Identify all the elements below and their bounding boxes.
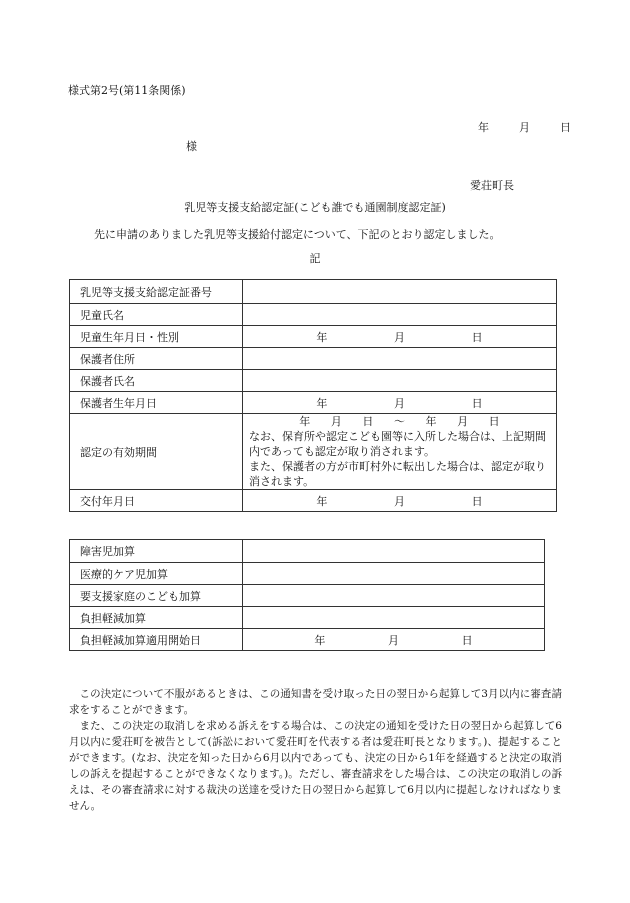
row-value xyxy=(243,540,545,563)
row-value xyxy=(243,370,557,392)
row-label: 要支援家庭のこども加算 xyxy=(70,585,243,607)
certificate-table xyxy=(69,279,557,512)
intro-text: 先に申請のありました乳児等支援給付認定について、下記のとおり認定しました。 xyxy=(94,228,501,241)
row-label: 交付年月日 xyxy=(70,490,243,512)
validity-range xyxy=(249,414,550,429)
table-row xyxy=(70,490,557,512)
date-year: 年 xyxy=(316,494,328,508)
range-separator: 〜 xyxy=(393,415,405,428)
table-row xyxy=(70,540,545,563)
ki-marker: 記 xyxy=(309,252,321,265)
form-number: 様式第2号(第11条関係) xyxy=(68,84,186,97)
range-start-year: 年 xyxy=(299,415,311,428)
table-row xyxy=(70,414,557,490)
date-day: 日 xyxy=(471,494,483,508)
document-date xyxy=(478,119,571,135)
table-row xyxy=(70,304,557,326)
row-label: 保護者住所 xyxy=(70,348,243,370)
validity-note-2: また、保護者の方が市町村外に転出した場合は、認定が取り消されます。 xyxy=(249,460,546,488)
table-row xyxy=(70,629,545,651)
row-label: 負担軽減加算 xyxy=(70,607,243,629)
range-end-year: 年 xyxy=(425,415,437,428)
date-year: 年 xyxy=(316,330,328,344)
row-value xyxy=(243,348,557,370)
range-start-month: 月 xyxy=(330,415,342,428)
date-month: 月 xyxy=(393,396,405,410)
date-fields xyxy=(243,493,556,509)
table-row xyxy=(70,370,557,392)
row-value xyxy=(243,607,545,629)
row-value xyxy=(243,585,545,607)
document-title: 乳児等支援支給認定証(こども誰でも通園制度認定証) xyxy=(184,201,446,214)
date-fields xyxy=(243,632,544,648)
row-value xyxy=(243,490,557,512)
date-month: 月 xyxy=(387,633,399,647)
date-year: 年 xyxy=(314,633,326,647)
date-month: 月 xyxy=(393,330,405,344)
notice-paragraph-1: この決定について不服があるときは、この通知書を受け取った日の翌日から起算して3月以内に審査請求をすることができます。 xyxy=(69,688,562,716)
table-row xyxy=(70,348,557,370)
row-label: 医療的ケア児加算 xyxy=(70,563,243,585)
table-row xyxy=(70,607,545,629)
table-row xyxy=(70,326,557,348)
row-label: 認定の有効期間 xyxy=(70,414,243,490)
row-value xyxy=(243,280,557,304)
notice-paragraph-2: また、この決定の取消しを求める訴えをする場合は、この決定の通知を受けた日の翌日から起算して6月以内に愛荘町を被告として(訴訟において愛荘町を代表する者は愛荘町長となります。)、提起することができます。(なお、決定を知った日から6月以内であっても、決定の日から1年を経過すると決定の取消しの訴えを提起することができなくなります。)。ただし、審査請求をした場合は、この決定の取消しの訴えは、その審査請求に対する裁決の送達を受けた日の翌日から起算して6月以内に提起しなければなりません。 xyxy=(69,720,562,812)
date-day: 日 xyxy=(461,633,473,647)
row-value xyxy=(243,629,545,651)
row-label: 保護者生年月日 xyxy=(70,392,243,414)
date-day: 日 xyxy=(471,396,483,410)
date-fields xyxy=(243,329,556,345)
date-month: 月 xyxy=(393,494,405,508)
row-label: 保護者氏名 xyxy=(70,370,243,392)
row-value xyxy=(243,304,557,326)
row-value xyxy=(243,392,557,414)
validity-note-1: なお、保育所や認定こども園等に入所した場合は、上記期間内であっても認定が取り消されます。 xyxy=(249,430,546,458)
date-day: 日 xyxy=(560,121,571,134)
issuer-name: 愛荘町長 xyxy=(470,179,514,192)
table-row xyxy=(70,392,557,414)
date-month: 月 xyxy=(519,121,530,134)
row-value xyxy=(243,326,557,348)
row-label: 乳児等支援支給認定証番号 xyxy=(70,280,243,304)
row-value xyxy=(243,563,545,585)
table-row xyxy=(70,280,557,304)
range-start-day: 日 xyxy=(362,415,374,428)
row-label: 障害児加算 xyxy=(70,540,243,563)
date-fields xyxy=(243,395,556,411)
additions-table xyxy=(69,539,545,651)
date-day: 日 xyxy=(471,330,483,344)
appeal-notice xyxy=(69,686,562,814)
date-year: 年 xyxy=(478,121,489,134)
row-label: 負担軽減加算適用開始日 xyxy=(70,629,243,651)
validity-value xyxy=(243,414,557,490)
row-label: 児童生年月日・性別 xyxy=(70,326,243,348)
recipient-suffix: 様 xyxy=(186,140,197,153)
date-year: 年 xyxy=(316,396,328,410)
row-label: 児童氏名 xyxy=(70,304,243,326)
table-row xyxy=(70,563,545,585)
range-end-month: 月 xyxy=(457,415,469,428)
range-end-day: 日 xyxy=(488,415,500,428)
table-row xyxy=(70,585,545,607)
